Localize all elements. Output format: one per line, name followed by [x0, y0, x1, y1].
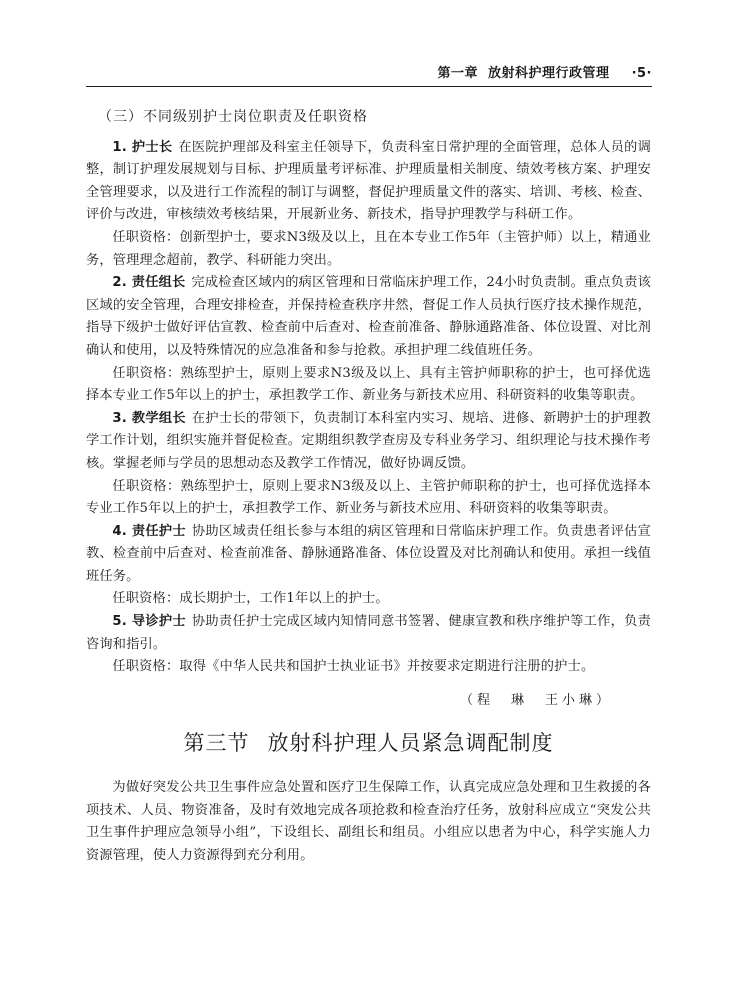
qualification-paragraph: 任职资格：熟练型护士，原则上要求N3级及以上、具有主管护师职称的护士，也可择优选择本专业工作5年以上的护士，承担教学工作、新业务与新技术应用、科研资料的收集等职责。	[86, 365, 651, 404]
role-duty-paragraph	[86, 521, 651, 589]
page-number: ·5·	[631, 66, 652, 81]
role-lead: 3. 教学组长	[112, 410, 186, 426]
section-title	[86, 732, 651, 755]
role-duty-paragraph	[86, 137, 651, 227]
role-duty-text: 在护士长的带领下，负责制订本科室内实习、规培、进修、新聘护士的护理教学工作计划，组织实施并督促检查。定期组织教学查房及专科业务学习、组织理论与技术操作考核。掌握老师与学员的思想动态及教学工作情况，做好协调反馈。	[86, 410, 652, 471]
role-duty-text: 在医院护理部及科室主任领导下，负责科室日常护理的全面管理，总体人员的调整，制订护理发展规划与目标、护理质量考评标准、护理质量相关制度、绩效考核方案、护理安全管理要求，以及进行工作流程的制订与调整，督促护理质量文件的落实、培训、考核、检查、评价与改进，审核绩效考核结果，开展新业务、新技术，指导护理教学与科研工作。	[86, 139, 651, 223]
role-duty-text: 协助责任护士完成区域内知情同意书签署、健康宣教和秩序维护等工作，负责咨询和指引。	[86, 614, 652, 652]
subsection-heading: （三）不同级别护士岗位职责及任职资格	[98, 109, 368, 125]
chapter-label: 第一章	[437, 66, 479, 81]
qualification-paragraph: 任职资格：成长期护士，工作1年以上的护士。	[112, 591, 389, 607]
role-duty-text: 协助区域责任组长参与本组的病区管理和日常临床护理工作。负责患者评估宣教、检查前中后查对、检查前准备、静脉通路准备、体位设置及对比剂确认和使用。承担一线值班任务。	[86, 523, 652, 584]
role-duty-paragraph	[86, 272, 651, 362]
page-body	[86, 100, 651, 867]
running-header	[86, 62, 652, 87]
role-duty-paragraph	[86, 408, 651, 476]
role-lead: 2. 责任组长	[112, 275, 186, 291]
qualification-paragraph: 任职资格：取得《中华人民共和国护士执业证书》并按要求定期进行注册的护士。	[112, 659, 595, 675]
qualification-paragraph: 任职资格：创新型护士，要求N3级及以上，且在本专业工作5年（主管护师）以上，精通业务，管理理念超前，教学、科研能力突出。	[86, 229, 651, 268]
role-duty-paragraph	[86, 611, 651, 656]
section-title-text: 放射科护理人员紧急调配制度	[267, 731, 554, 756]
role-lead: 1. 护士长	[112, 139, 173, 155]
role-duty-text: 完成检查区域内的病区管理和日常临床护理工作，24小时负责制。重点负责该区域的安全管理，合理安排检查，并保持检查秩序井然，督促工作人员执行医疗技术操作规范，指导下级护士做好评估宣教、检查前中后查对、检查前准备、静脉通路准备、体位设置、对比剂确认和使用，以及特殊情况的应急准备和参与抢救。承担护理二线值班任务。	[86, 275, 651, 358]
chapter-title: 放射科护理行政管理	[488, 66, 610, 81]
section-number: 第三节	[183, 731, 250, 756]
role-lead: 4. 责任护士	[112, 523, 186, 539]
author-attribution: （程 琳 王小琳）	[459, 692, 613, 708]
role-lead: 5. 导诊护士	[112, 614, 186, 630]
section-intro-paragraph: 为做好突发公共卫生事件应急处置和医疗卫生保障工作，认真完成应急处理和卫生救援的各项技术、人员、物资准备，及时有效地完成各项抢救和检查治疗任务，放射科应成立“突发公共卫生事件护理应急领导小组”，下设组长、副组长和组员。小组应以患者为中心，科学实施人力资源管理，使人力资源得到充分利用。	[86, 780, 651, 863]
qualification-paragraph: 任职资格：熟练型护士，原则上要求N3级及以上、主管护师职称的护士，也可择优选择本专业工作5年以上的护士，承担教学工作、新业务与新技术应用、科研资料的收集等职责。	[86, 478, 651, 517]
